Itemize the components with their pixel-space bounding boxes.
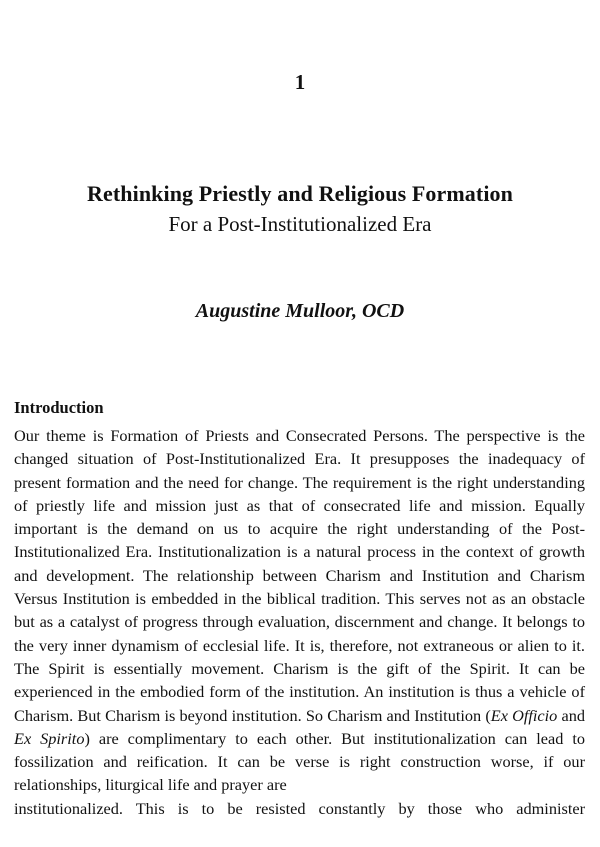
chapter-number: 1 [294, 70, 306, 94]
paragraph-text-part-3: ) are complimentary to each other. But institutionalization can lead to fossilization and reification. It can be verse is right construction worse, if our relationships, liturgical life and prayer are [14, 728, 585, 795]
paragraph-text-part-1: Our theme is Formation of Priests and Consecrated Persons. The perspective is the changed situation of Post-Institutionalized Era. It presupposes the inadequacy of present formation and the need for change. The requirement is the right understanding of priestly life and mission just as that of consecrated life and mission. Equally important is the demand on us to acquire the right understanding of the Post-Institutionalized Era. Institutionalization is a natural process in the context of growth and development. The relationship between Charism and Institution and Charism Versus Institution is embedded in the biblical tradition. This serves not as an obstacle but as a catalyst of progress through evaluation, discernment and change. It belongs to the very inner dynamism of ecclesial life. It is, therefore, not extraneous or alien to it. The Spirit is essentially movement. Charism is the gift of the Spirit. It can be experienced in the embodied form of the institution. An institution is thus a vehicle of Charism. But Charism is beyond institution. So Charism and Institution ( [14, 426, 585, 725]
author-name: Augustine Mulloor, OCD [195, 300, 405, 322]
paragraph-italic-ex-officio: Ex Officio [490, 705, 558, 725]
chapter-subtitle: For a Post-Institutionalized Era [168, 212, 432, 236]
paragraph-text-part-2: and [557, 705, 585, 725]
section-heading: Introduction [14, 398, 104, 417]
paragraph-last-line: institutionalized. This is to be resisted constantly by those who administer [14, 798, 585, 818]
paragraph-italic-ex-spirito: Ex Spirito [14, 728, 85, 748]
body-paragraph [14, 424, 585, 820]
chapter-title: Rethinking Priestly and Religious Formation [87, 181, 513, 206]
